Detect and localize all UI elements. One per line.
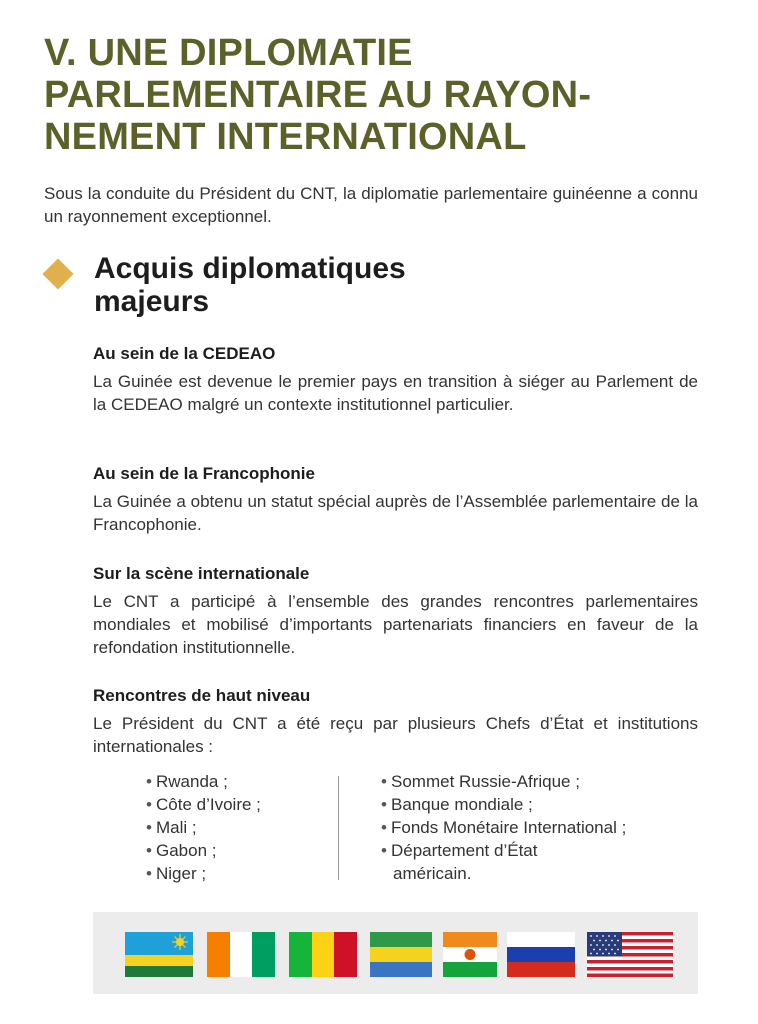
bullet-icon: • — [146, 772, 152, 791]
title-line-1: V. UNE DIPLOMATIE — [44, 32, 413, 74]
bullet-icon: • — [146, 795, 152, 814]
list-item: • Côte d’Ivoire ; — [146, 795, 261, 814]
bullet-icon: • — [381, 818, 387, 837]
subsection-rencontres — [93, 685, 698, 758]
subsection-heading: Rencontres de haut niveau — [93, 686, 311, 705]
bullet-icon: • — [381, 795, 387, 814]
section-heading-line-2: majeurs — [94, 285, 210, 318]
institutions-list — [381, 770, 711, 885]
subsection-text: La Guinée est devenue le premier pays en transition à siéger au Parlement de la CEDEAO malgré un contexte institutionnel particulier. — [93, 372, 698, 414]
list-item: • Mali ; — [146, 818, 197, 837]
list-item: • Rwanda ; — [146, 772, 228, 791]
subsection-heading: Au sein de la Francophonie — [93, 464, 315, 483]
subsection-text: La Guinée a obtenu un statut spécial auprès de l’Assemblée parlementaire de la Francophonie. — [93, 492, 698, 534]
list-item: • Banque mondiale ; — [381, 795, 533, 814]
russia-flag-icon — [507, 932, 575, 977]
usa-flag-icon — [587, 932, 673, 977]
list-item: • Département d’État — [381, 841, 538, 860]
intro-paragraph: Sous la conduite du Président du CNT, la diplomatie parlementaire guinéenne a connu un rayonnement exceptionnel. — [44, 184, 698, 226]
flag-strip — [93, 912, 698, 994]
countries-list — [146, 770, 326, 885]
bullet-icon: • — [381, 841, 387, 860]
niger-flag-icon — [443, 932, 497, 977]
title-line-3: NEMENT INTERNATIONAL — [44, 116, 527, 158]
subsection-text: Le Président du CNT a été reçu par plusieurs Chefs d’État et institutions internationales : — [93, 714, 698, 756]
list-item: • Fonds Monétaire International ; — [381, 818, 627, 837]
list-item: • Gabon ; — [146, 841, 217, 860]
bullet-icon: • — [381, 772, 387, 791]
page-title — [44, 32, 724, 158]
list-item: • Niger ; — [146, 864, 207, 883]
subsection-heading: Sur la scène internationale — [93, 564, 310, 583]
list-divider — [338, 776, 339, 880]
rwanda-flag-icon — [125, 932, 193, 977]
bullet-icon: • — [146, 818, 152, 837]
subsection-cedeao — [93, 343, 698, 416]
list-item: • Sommet Russie-Afrique ; — [381, 772, 580, 791]
bullet-icon: • — [146, 864, 152, 883]
cote-divoire-flag-icon — [207, 932, 275, 977]
mali-flag-icon — [289, 932, 357, 977]
bullet-icon: • — [146, 841, 152, 860]
subsection-francophonie — [93, 463, 698, 536]
subsection-heading: Au sein de la CEDEAO — [93, 344, 276, 363]
section-heading — [94, 252, 514, 318]
section-heading-line-1: Acquis diplomatiques — [94, 252, 406, 285]
diamond-bullet-icon — [42, 258, 73, 289]
subsection-text: Le CNT a participé à l’ensemble des grandes rencontres parlementaires mondiales et mobilisé d’importants partenariats financiers en faveur de la refondation institutionnelle. — [93, 592, 698, 657]
subsection-international — [93, 563, 698, 659]
gabon-flag-icon — [370, 932, 432, 977]
title-line-2: PARLEMENTAIRE AU RAYON- — [44, 74, 592, 116]
list-item-continuation: américain. — [393, 864, 472, 883]
